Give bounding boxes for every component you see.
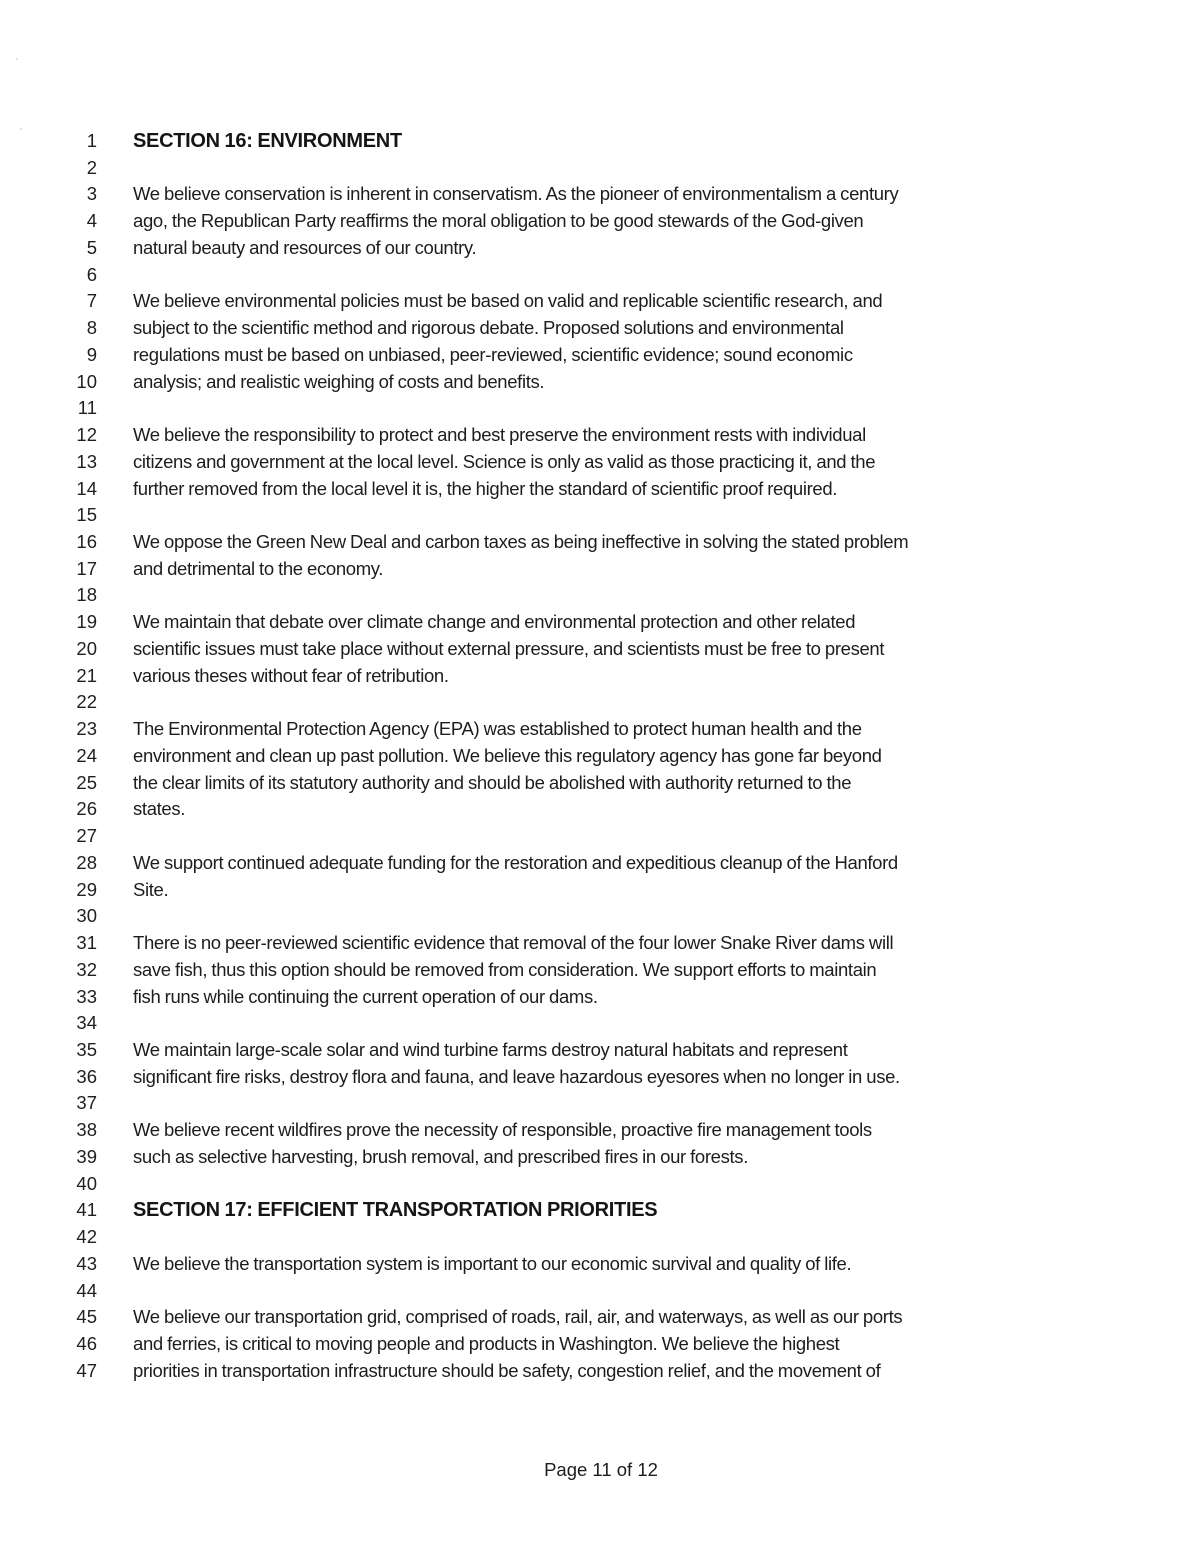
line-number: 46 (76, 1333, 97, 1355)
line-text: ago, the Republican Party reaffirms the moral obligation to be good stewards of the God-given (133, 210, 864, 232)
line-number: 26 (76, 798, 97, 820)
line-text: regulations must be based on unbiased, peer-reviewed, scientific evidence; sound economic (133, 343, 853, 365)
line-text: There is no peer-reviewed scientific evidence that removal of the four lower Snake River dams will (133, 932, 894, 954)
line-number: 23 (76, 718, 97, 740)
document-line (0, 1037, 1200, 1064)
line-number: 35 (76, 1038, 97, 1060)
document-line (0, 181, 1200, 208)
line-number: 40 (76, 1172, 97, 1194)
line-number: 15 (76, 504, 97, 526)
document-line (0, 502, 1200, 529)
line-text: We oppose the Green New Deal and carbon taxes as being ineffective in solving the stated problem (133, 531, 909, 553)
line-number: 41 (76, 1199, 97, 1221)
line-number: 28 (76, 851, 97, 873)
line-text: fish runs while continuing the current operation of our dams. (133, 985, 598, 1007)
document-line (0, 903, 1200, 930)
line-text: and ferries, is critical to moving people and products in Washington. We believe the highest (133, 1333, 840, 1355)
line-text: We believe the transportation system is important to our economic survival and quality of life. (133, 1252, 852, 1274)
document-line (0, 1331, 1200, 1358)
line-number: 3 (86, 183, 97, 205)
line-text: save fish, thus this option should be removed from consideration. We support efforts to maintain (133, 958, 877, 980)
document-line (0, 636, 1200, 663)
section-heading: SECTION 17: EFFICIENT TRANSPORTATION PRIORITIES (133, 1199, 658, 1222)
document-line (0, 315, 1200, 342)
line-number: 20 (76, 637, 97, 659)
document-line (0, 235, 1200, 262)
line-text: We believe the responsibility to protect and best preserve the environment rests with individual (133, 424, 866, 446)
line-text: further removed from the local level it is, the higher the standard of scientific proof required. (133, 477, 838, 499)
line-text: We maintain that debate over climate change and environmental protection and other related (133, 611, 856, 633)
document-line (0, 155, 1200, 182)
document-line (0, 877, 1200, 904)
line-number: 10 (76, 370, 97, 392)
line-number: 21 (76, 664, 97, 686)
document-line (0, 1278, 1200, 1305)
document-line (0, 850, 1200, 877)
document-line (0, 342, 1200, 369)
line-number: 45 (76, 1306, 97, 1328)
line-text: We believe our transportation grid, comprised of roads, rail, air, and waterways, as well as our ports (133, 1306, 903, 1328)
line-number: 18 (76, 584, 97, 606)
document-line (0, 1144, 1200, 1171)
document-line (0, 529, 1200, 556)
section-heading-line (0, 128, 1200, 155)
scan-speck (16, 58, 18, 60)
page-footer (0, 1459, 1200, 1481)
document-line (0, 796, 1200, 823)
document-line (0, 609, 1200, 636)
line-text: We believe conservation is inherent in conservatism. As the pioneer of environmentalism a century (133, 183, 899, 205)
line-number: 43 (76, 1252, 97, 1274)
line-text: The Environmental Protection Agency (EPA) was established to protect human health and the (133, 718, 862, 740)
line-number: 7 (86, 290, 97, 312)
line-number: 25 (76, 771, 97, 793)
document-line (0, 743, 1200, 770)
line-number: 30 (76, 905, 97, 927)
line-number: 29 (76, 878, 97, 900)
document-line (0, 1304, 1200, 1331)
document-line (0, 1117, 1200, 1144)
line-number: 9 (86, 343, 97, 365)
line-text: and detrimental to the economy. (133, 557, 384, 579)
document-line (0, 476, 1200, 503)
line-text: significant fire risks, destroy flora and fauna, and leave hazardous eyesores when no longer in use. (133, 1065, 900, 1087)
section-heading-line (0, 1197, 1200, 1224)
document-line (0, 1251, 1200, 1278)
line-text: We maintain large-scale solar and wind turbine farms destroy natural habitats and represent (133, 1038, 848, 1060)
line-text: environment and clean up past pollution. We believe this regulatory agency has gone far beyond (133, 744, 882, 766)
line-text: We support continued adequate funding for the restoration and expeditious cleanup of the Hanford (133, 851, 898, 873)
line-number: 14 (76, 477, 97, 499)
document-line (0, 663, 1200, 690)
line-text: subject to the scientific method and rigorous debate. Proposed solutions and environmental (133, 317, 844, 339)
line-number: 34 (76, 1012, 97, 1034)
document-line (0, 449, 1200, 476)
line-number: 17 (76, 557, 97, 579)
line-number: 24 (76, 744, 97, 766)
line-number: 11 (77, 397, 97, 419)
document-line (0, 1358, 1200, 1385)
document-line (0, 582, 1200, 609)
document-line (0, 262, 1200, 289)
line-text: Site. (133, 878, 169, 900)
document-line (0, 1090, 1200, 1117)
document-line (0, 689, 1200, 716)
line-text: citizens and government at the local level. Science is only as valid as those practicing it, and the (133, 450, 876, 472)
line-number: 31 (76, 932, 97, 954)
line-text: natural beauty and resources of our country. (133, 236, 477, 258)
line-number: 1 (86, 130, 97, 151)
document-line (0, 208, 1200, 235)
line-number: 22 (76, 691, 97, 713)
line-number: 42 (76, 1226, 97, 1248)
line-text: analysis; and realistic weighing of costs and benefits. (133, 370, 545, 392)
line-text: the clear limits of its statutory authority and should be abolished with authority returned to the (133, 771, 852, 793)
line-number: 2 (86, 156, 97, 178)
document-line (0, 395, 1200, 422)
numbered-lines (0, 128, 1200, 1385)
line-text: states. (133, 798, 186, 820)
page-number: Page 11 of 12 (544, 1459, 658, 1480)
document-line (0, 1064, 1200, 1091)
line-number: 8 (86, 317, 97, 339)
line-number: 38 (76, 1119, 97, 1141)
line-number: 36 (76, 1065, 97, 1087)
line-number: 37 (76, 1092, 97, 1114)
line-number: 27 (76, 825, 97, 847)
line-number: 12 (76, 424, 97, 446)
document-line (0, 957, 1200, 984)
document-line (0, 930, 1200, 957)
line-text: priorities in transportation infrastructure should be safety, congestion relief, and the movement of (133, 1359, 881, 1381)
line-number: 5 (86, 236, 97, 258)
document-line (0, 1171, 1200, 1198)
line-text: We believe recent wildfires prove the necessity of responsible, proactive fire management tools (133, 1119, 872, 1141)
document-line (0, 716, 1200, 743)
line-text: such as selective harvesting, brush removal, and prescribed fires in our forests. (133, 1145, 748, 1167)
document-line (0, 984, 1200, 1011)
document-line (0, 770, 1200, 797)
document-line (0, 288, 1200, 315)
line-number: 39 (76, 1145, 97, 1167)
document-line (0, 1224, 1200, 1251)
line-number: 13 (76, 450, 97, 472)
line-number: 19 (76, 611, 97, 633)
document-line (0, 422, 1200, 449)
document-line (0, 823, 1200, 850)
line-number: 47 (76, 1359, 97, 1381)
line-number: 44 (76, 1279, 97, 1301)
document-line (0, 369, 1200, 396)
line-number: 16 (76, 531, 97, 553)
line-number: 6 (86, 263, 97, 285)
document-line (0, 556, 1200, 583)
line-number: 32 (76, 958, 97, 980)
section-heading: SECTION 16: ENVIRONMENT (133, 130, 402, 152)
line-number: 4 (86, 210, 97, 232)
line-text: We believe environmental policies must be based on valid and replicable scientific research, and (133, 290, 883, 312)
line-text: various theses without fear of retribution. (133, 664, 449, 686)
document-line (0, 1010, 1200, 1037)
line-text: scientific issues must take place without external pressure, and scientists must be free to present (133, 637, 885, 659)
line-number: 33 (76, 985, 97, 1007)
